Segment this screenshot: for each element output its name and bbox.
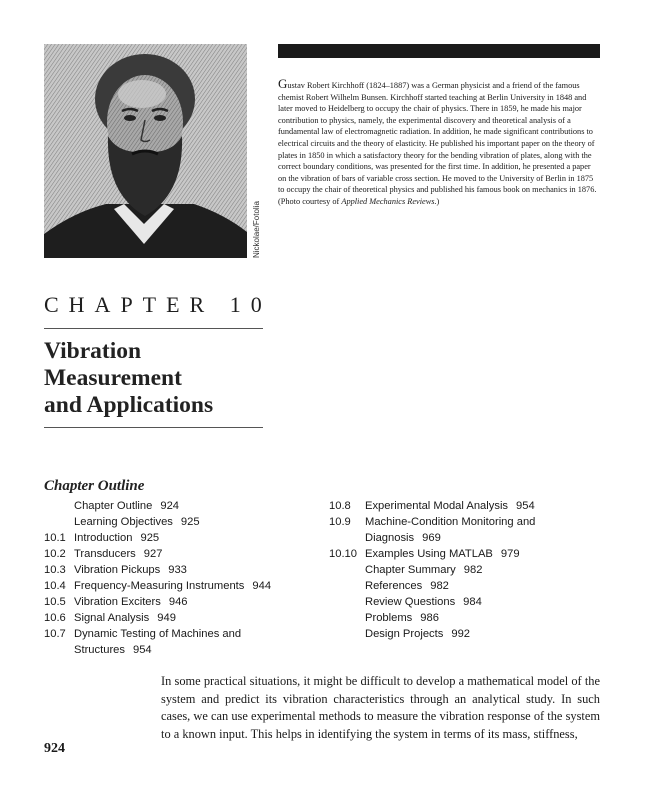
header-bar [278,44,600,58]
outline-title: Chapter Outline [44,478,145,494]
divider-top [44,328,263,329]
outline-item-title: Vibration Exciters [74,596,161,608]
outline-item[interactable] [44,578,314,594]
chapter-title-line-3: and Applications [44,392,214,418]
chapter-title [44,338,284,419]
outline-item-title: Problems [365,612,413,624]
bio-closing: ) [436,196,440,206]
outline-item[interactable] [329,498,609,514]
body-paragraph: In some practical situations, it might be difficult to develop a mathematical model of the system and predict its vibration characteristics through an analytical study. In such cases, we can use experimental methods to measure the vibration response of the system to a known input. This helps in identifying the system in terms of its mass, stiffness, [161,674,600,741]
outline-item[interactable] [44,626,314,658]
outline-item-number: 10.7 [44,628,66,640]
chapter-label: CHAPTER 10 [44,292,272,317]
outline-item[interactable] [329,610,609,626]
divider-bottom [44,427,263,428]
outline-item-number: 10.1 [44,532,66,544]
outline-item-title: Examples Using MATLAB [365,548,493,560]
outline-item-number: 10.6 [44,612,66,624]
outline-item-number: 10.5 [44,596,66,608]
outline-item-title: Experimental Modal Analysis [365,500,509,512]
outline-item-page: 992 [451,628,471,640]
outline-item-title: Design Projects [365,628,444,640]
outline-left-column [44,498,314,658]
outline-item[interactable] [44,562,314,578]
photo-credit [249,170,265,258]
outline-item-page: 982 [463,564,483,576]
outline-item-title: Introduction [74,532,133,544]
outline-item-page: 954 [132,644,152,656]
outline-item-title: Machine-Condition Monitoring and Diagnosis [365,516,536,544]
outline-item-page: 933 [168,564,187,576]
outline-item-page: 925 [180,516,200,528]
outline-item-title: Transducers [74,548,136,560]
outline-item[interactable] [44,594,314,610]
photo-credit-text: Nickolae/Fotolia [252,201,261,258]
outline-item[interactable] [44,514,314,530]
outline-item-number: 10.2 [44,548,66,560]
outline-item-title: Vibration Pickups [74,564,161,576]
outline-item-title: Chapter Outline [74,500,153,512]
bio-dropcap: G [278,76,288,91]
outline-right-column [329,498,609,642]
outline-item-page: 946 [168,596,188,608]
outline-item-page: 954 [516,500,535,512]
outline-item[interactable] [329,626,609,642]
outline-item-page: 949 [157,612,176,624]
outline-item[interactable] [329,562,609,578]
outline-item[interactable] [329,514,609,546]
outline-item[interactable] [329,546,609,562]
outline-item-page: 986 [420,612,439,624]
portrait-engraving [44,44,247,258]
outline-item-page: 982 [430,580,449,592]
outline-item-title: Learning Objectives [74,516,173,528]
outline-item-title: Dynamic Testing of Machines and Structures [74,628,242,656]
outline-item-title: References [365,580,423,592]
outline-item[interactable] [329,594,609,610]
biography-text [278,76,600,208]
outline-item[interactable] [44,610,314,626]
outline-item-page: 984 [463,596,482,608]
bio-body: ustav Robert Kirchhoff (1824–1887) was a German physicist and a friend of the famous chemist Robert Wilhelm Bunsen. Kirchhoff started teaching at Berlin University in 1848 and later moved to Heidelberg to occupy the chair of physics. There in 1859, he made his major contribution to physics, namely, the experimental discovery and theoretical analysis of a fundamental law of electromagnetic radiation. In addition, he made significant contributions to electrical circuits and the theory of elasticity. He published his important paper on the theory of plates in 1850 in which a satisfactory theory for the bending vibration of plates, along with the correct boundary conditions, was presented for the first time. In addition, he presented a paper on the vibration of bars of variable cross section. He moved to the University of Berlin in 1875 to occupy the chair of theoretical physics and published his famous book on mechanics in 1876. (Photo courtesy of [278,81,597,206]
outline-item-number: 10.3 [44,564,66,576]
outline-item[interactable] [44,530,314,546]
outline-item-number: 10.9 [329,516,351,528]
bio-source: Applied Mechanics Reviews. [341,196,437,206]
outline-item-title: Chapter Summary [365,564,456,576]
outline-item-title: Review Questions [365,596,456,608]
chapter-title-line-1: Vibration [44,338,142,364]
chapter-title-line-2: Measurement [44,365,182,391]
outline-item-number: 10.10 [329,548,357,560]
outline-item-page: 979 [500,548,520,560]
outline-item-number: 10.4 [44,580,66,592]
outline-item[interactable] [44,498,314,514]
outline-item-page: 944 [252,580,272,592]
page-number: 924 [44,741,65,756]
outline-item-number: 10.8 [329,500,351,512]
outline-item[interactable] [44,546,314,562]
outline-item-page: 925 [140,532,160,544]
outline-item-page: 924 [160,500,180,512]
outline-item-page: 927 [143,548,163,560]
outline-item-title: Frequency-Measuring Instruments [74,580,245,592]
outline-item[interactable] [329,578,609,594]
outline-item-title: Signal Analysis [74,612,150,624]
outline-item-page: 969 [422,532,441,544]
portrait-image [44,44,247,258]
